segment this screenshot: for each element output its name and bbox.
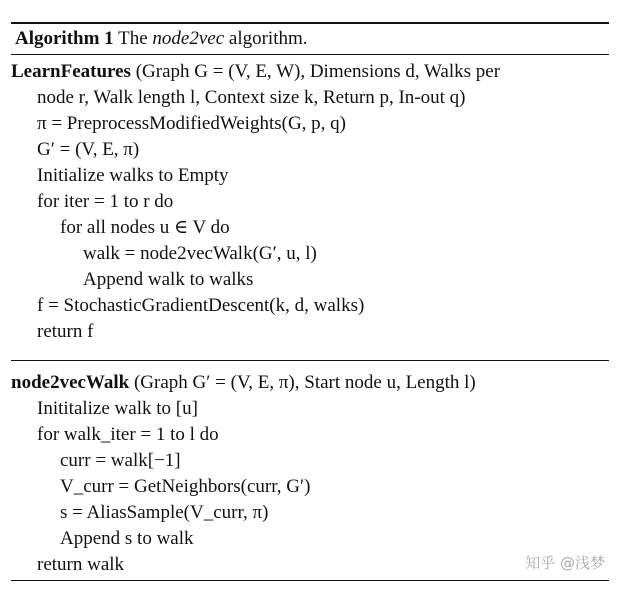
pseudo-line-return-walk: return walk (37, 554, 125, 575)
pseudo-line-for-walk-iter: for walk_iter = 1 to l do (37, 424, 219, 445)
pseudo-line-walk-call: walk = node2vecWalk(G′, u, l) (83, 243, 317, 264)
pseudo-line-curr: curr = walk[−1] (60, 450, 181, 471)
pseudo-line-append-s: Append s to walk (60, 528, 194, 549)
pseudo-line-sgd: f = StochasticGradientDescent(k, d, walks) (37, 295, 365, 316)
pseudo-line-for-all-nodes: for all nodes u ∈ V do (60, 217, 230, 238)
caption-label: Algorithm 1 (15, 28, 114, 49)
caption-pre: The (118, 28, 148, 49)
node2vecwalk-params: (Graph G′ = (V, E, π), Start node u, Length l) (133, 372, 476, 393)
algorithm-caption (15, 26, 308, 52)
caption-post: algorithm. (228, 28, 308, 49)
learnfeatures-params-1: (Graph G = (V, E, W), Dimensions d, Walks per (135, 61, 501, 82)
top-rule (11, 22, 609, 24)
learnfeatures-header (11, 59, 500, 85)
pseudo-line-return-f: return f (37, 321, 94, 342)
caption-name: node2vec (152, 28, 225, 49)
learnfeatures-name: LearnFeatures (11, 61, 131, 82)
pseudo-line-graph: G′ = (V, E, π) (37, 139, 140, 160)
pseudo-line-init-walks: Initialize walks to Empty (37, 165, 229, 186)
procedure-separator (11, 360, 609, 361)
pseudo-line-preprocess: π = PreprocessModifiedWeights(G, p, q) (37, 113, 347, 134)
pseudo-line-alias-sample: s = AliasSample(V_curr, π) (60, 502, 269, 523)
bottom-rule (11, 580, 609, 581)
caption-rule (11, 54, 609, 55)
node2vecwalk-name: node2vecWalk (11, 372, 130, 393)
pseudo-line-append-walk: Append walk to walks (83, 269, 254, 290)
pseudo-line-for-iter: for iter = 1 to r do (37, 191, 174, 212)
pseudo-line-get-neighbors: V_curr = GetNeighbors(curr, G′) (60, 476, 311, 497)
pseudo-line-init-walk: Inititalize walk to [u] (37, 398, 198, 419)
watermark: 知乎 @浅梦 (525, 554, 605, 572)
learnfeatures-params-2: node r, Walk length l, Context size k, Return p, In-out q) (37, 87, 466, 108)
node2vecwalk-header (11, 370, 476, 396)
